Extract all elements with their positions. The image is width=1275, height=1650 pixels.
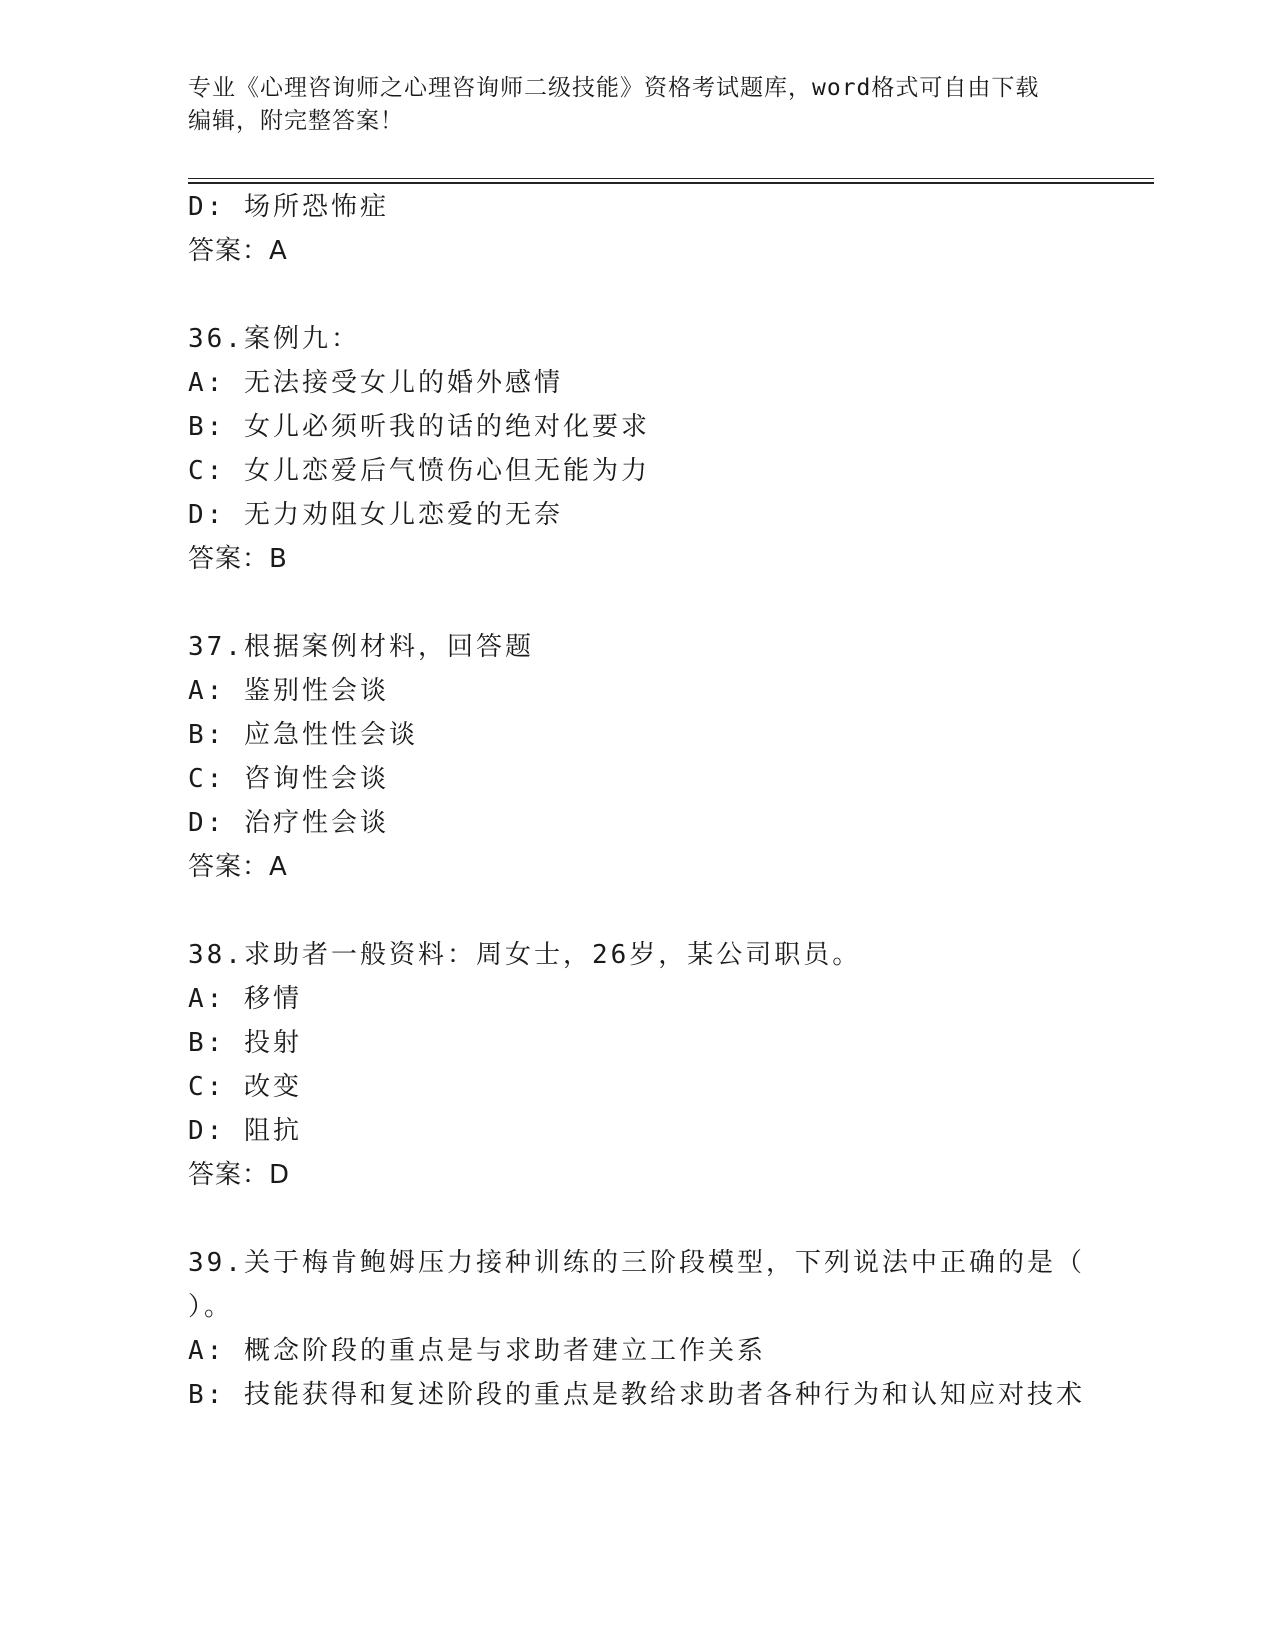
- option-line: D: 无力劝阻女儿恋爱的无奈: [188, 500, 563, 530]
- option-line: A: 概念阶段的重点是与求助者建立工作关系: [188, 1336, 766, 1366]
- answer-line: 答案：A: [188, 236, 288, 266]
- option-line: D: 阻抗: [188, 1116, 302, 1146]
- option-line: B: 女儿必须听我的话的绝对化要求: [188, 412, 650, 442]
- option-line: B: 投射: [188, 1028, 302, 1058]
- question-title: 38.求助者一般资料：周女士，26岁，某公司职员。: [188, 940, 862, 970]
- question-title: 37.根据案例材料，回答题: [188, 632, 534, 662]
- option-line: A: 移情: [188, 984, 302, 1014]
- answer-line: 答案：A: [188, 852, 288, 882]
- option-line: D: 场所恐怖症: [188, 192, 389, 222]
- header-line-1: 专业《心理咨询师之心理咨询师二级技能》资格考试题库，word格式可自由下载: [188, 75, 1040, 101]
- option-line: C: 改变: [188, 1072, 302, 1102]
- option-line: B: 技能获得和复述阶段的重点是教给求助者各种行为和认知应对技术: [188, 1380, 1085, 1410]
- answer-line: 答案：D: [188, 1160, 291, 1190]
- answer-line: 答案：B: [188, 544, 288, 574]
- header-line-2: 编辑，附完整答案！: [188, 108, 404, 134]
- question-title: 36.案例九：: [188, 324, 360, 354]
- header-rule-thick: [188, 182, 1154, 184]
- option-line: A: 无法接受女儿的婚外感情: [188, 368, 563, 398]
- option-line: C: 女儿恋爱后气愤伤心但无能为力: [188, 456, 650, 486]
- header-rule-thin: [188, 178, 1154, 179]
- document-header: [188, 72, 1088, 138]
- option-line: D: 治疗性会谈: [188, 808, 389, 838]
- option-line: B: 应急性性会谈: [188, 720, 418, 750]
- option-line: A: 鉴别性会谈: [188, 676, 389, 706]
- question-title: 39.关于梅肯鲍姆压力接种训练的三阶段模型，下列说法中正确的是（: [188, 1248, 1085, 1278]
- option-line: C: 咨询性会谈: [188, 764, 389, 794]
- question-title-continued: ）。: [188, 1292, 234, 1322]
